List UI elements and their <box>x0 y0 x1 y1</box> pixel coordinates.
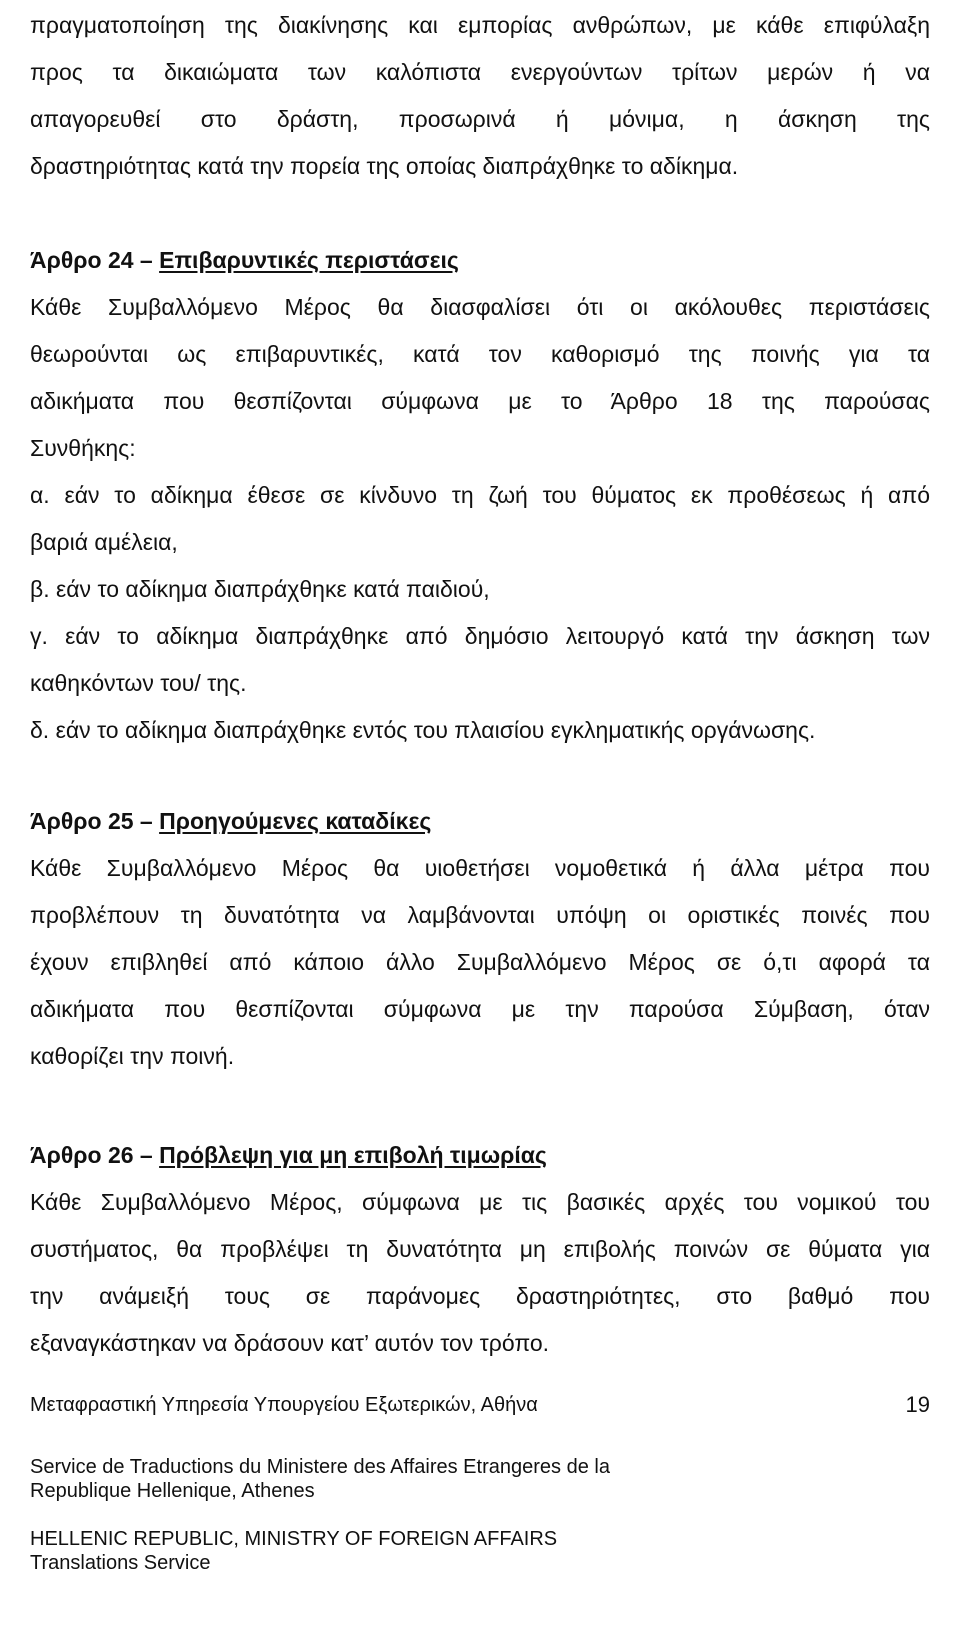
article-24-item-c: γ. εάν το αδίκημα διαπράχθηκε από δημόσιο λειτουργό κατά την άσκηση των <box>30 623 930 649</box>
article-26-heading-text: Άρθρο 26 – Πρόβλεψη για μη επιβολή τιμωρίας <box>30 1142 547 1168</box>
document-body <box>30 2 930 1367</box>
article-24-item-d: δ. εάν το αδίκημα διαπράχθηκε εντός του πλαισίου εγκληματικής οργάνωσης. <box>30 717 816 743</box>
footer-english-line: HELLENIC REPUBLIC, MINISTRY OF FOREIGN AFFAIRS <box>30 1528 558 1550</box>
article-26-body-line: Κάθε Συμβαλλόμενο Μέρος, σύμφωνα με τις βασικές αρχές του νομικού του <box>30 1189 930 1215</box>
footer-french-line: Service de Traductions du Ministere des Affaires Etrangeres de la <box>30 1456 610 1478</box>
article-25-body-line: αδικήματα που θεσπίζονται σύμφωνα με την παρούσα Σύμβαση, όταν <box>30 996 930 1022</box>
intro-paragraph <box>30 2 930 190</box>
article-24-item-a: α. εάν το αδίκημα έθεσε σε κίνδυνο τη ζωή του θύματος εκ προθέσεως ή από <box>30 482 930 508</box>
intro-line: δραστηριότητας κατά την πορεία της οποίας διαπράχθηκε το αδίκημα. <box>30 153 739 179</box>
intro-line: απαγορευθεί στο δράστη, προσωρινά ή μόνιμα, η άσκηση της <box>30 106 930 132</box>
footer-ministry-greek: Μεταφραστική Υπηρεσία Υπουργείου Εξωτερικών, Αθήνα <box>30 1394 538 1416</box>
article-25-body-line: προβλέπουν τη δυνατότητα να λαμβάνονται υπόψη οι οριστικές ποινές που <box>30 902 930 928</box>
article-25-body-line: Κάθε Συμβαλλόμενο Μέρος θα υιοθετήσει νομοθετικά ή άλλα μέτρα που <box>30 855 930 881</box>
article-24-heading-text: Άρθρο 24 – Επιβαρυντικές περιστάσεις <box>30 247 459 273</box>
article-24-body-line: Συνθήκης: <box>30 435 136 461</box>
article-26-heading <box>30 1132 930 1179</box>
article-25-heading-text: Άρθρο 25 – Προηγούμενες καταδίκες <box>30 808 432 834</box>
article-26-body-line: εξαναγκάστηκαν να δράσουν κατ’ αυτόν τον τρόπο. <box>30 1330 550 1356</box>
footer-french <box>30 1455 930 1503</box>
article-25 <box>30 798 930 1080</box>
article-25-body-line: έχουν επιβληθεί από κάποιο άλλο Συμβαλλόμενο Μέρος σε ό,τι αφορά τα <box>30 949 930 975</box>
footer-english <box>30 1527 930 1575</box>
article-25-body-line: καθορίζει την ποινή. <box>30 1043 235 1069</box>
footer-english-line: Translations Service <box>30 1552 211 1574</box>
article-24-item-a-cont: βαριά αμέλεια, <box>30 529 178 555</box>
intro-line: πραγματοποίηση της διακίνησης και εμπορίας ανθρώπων, με κάθε επιφύλαξη <box>30 12 930 38</box>
article-26-body-line: συστήματος, θα προβλέψει τη δυνατότητα μη επιβολής ποινών σε θύματα για <box>30 1236 930 1262</box>
footer-greek <box>30 1393 930 1417</box>
article-26 <box>30 1132 930 1367</box>
article-26-body-line: την ανάμειξή τους σε παράνομες δραστηριότητες, στο βαθμό που <box>30 1283 930 1309</box>
article-24-body-line: Κάθε Συμβαλλόμενο Μέρος θα διασφαλίσει ότι οι ακόλουθες περιστάσεις <box>30 294 930 320</box>
page-number: 19 <box>905 1392 930 1417</box>
article-24-body-line: θεωρούνται ως επιβαρυντικές, κατά τον καθορισμό της ποινής για τα <box>30 341 930 367</box>
article-24 <box>30 237 930 754</box>
article-24-item-b: β. εάν το αδίκημα διαπράχθηκε κατά παιδιού, <box>30 576 490 602</box>
article-24-item-c-cont: καθηκόντων του/ της. <box>30 670 247 696</box>
article-25-heading <box>30 798 930 845</box>
article-24-body-line: αδικήματα που θεσπίζονται σύμφωνα με το Άρθρο 18 της παρούσας <box>30 388 930 414</box>
footer-french-line: Republique Hellenique, Athenes <box>30 1480 315 1502</box>
article-24-heading <box>30 237 930 284</box>
intro-line: προς τα δικαιώματα των καλόπιστα ενεργούντων τρίτων μερών ή να <box>30 59 930 85</box>
